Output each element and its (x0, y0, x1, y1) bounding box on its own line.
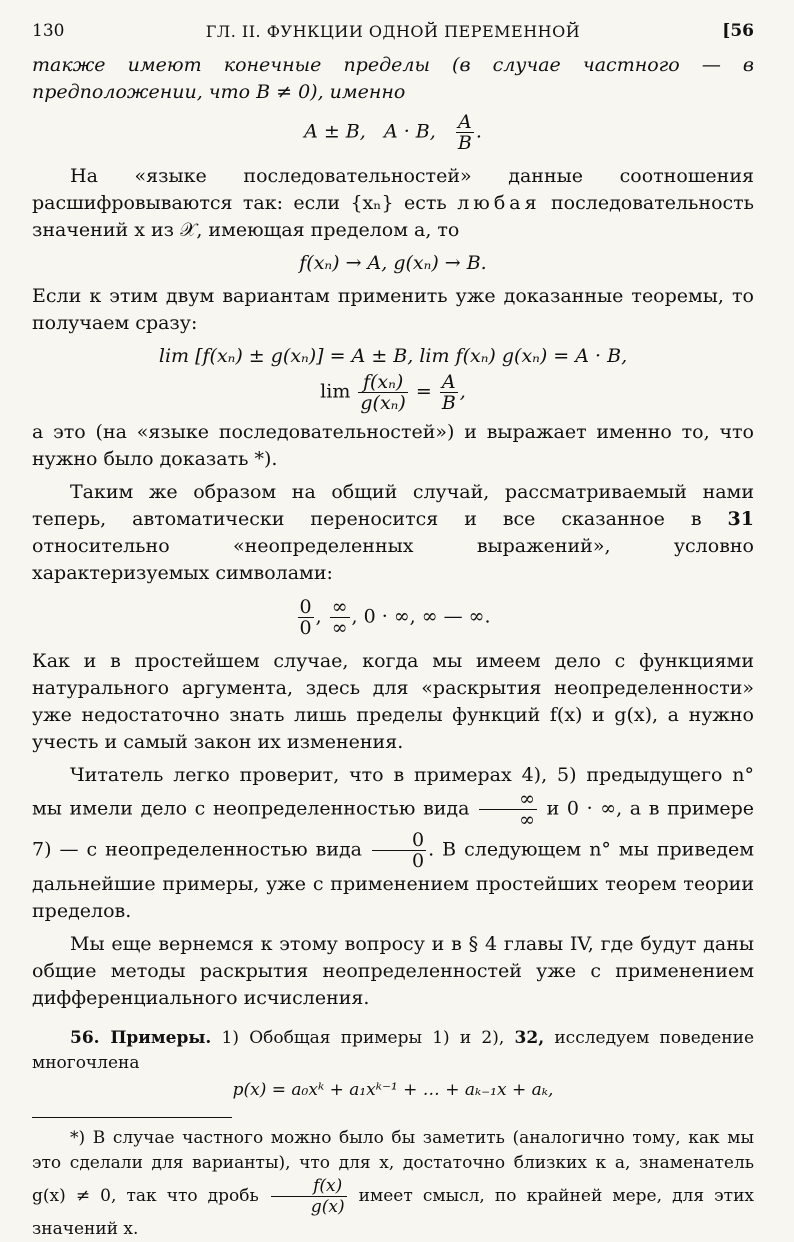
paragraph-4: а это (на «языке последовательностей») и выражает именно то, что нужно было доказать *). (32, 421, 754, 470)
formula-limits: f(xₙ) → A, g(xₙ) → B. (299, 252, 487, 274)
formula-ops: A ± B, A · B, $\frac{A}{B}$ . (304, 111, 482, 154)
paragraph-1: также имеют конечные пределы (в случае частного — в предположении, что B ≠ 0), именно (32, 54, 754, 103)
formula-lim-quotient: lim $\frac{\text{f(xₙ)}}{\text{g(xₙ)}}$ = $\frac{A}{B}$ , (320, 371, 466, 414)
spaced-word: любая (457, 192, 541, 214)
fraction-f-over-g: $\frac{\text{f(xₙ)}}{\text{g(xₙ)}}$ (360, 371, 406, 414)
formula-indeterminate-forms: $\frac{0}{0}$ , $\frac{\infty}{\infty}$ , 0 · ∞, ∞ — ∞. (299, 596, 491, 639)
formula-polynomial: p(x) = a₀xᵏ + a₁xᵏ⁻¹ + … + aₖ₋₁x + aₖ, (232, 1080, 554, 1100)
paragraph-3: Если к этим двум вариантам применить уже доказанные теоремы, то получаем сразу: (32, 285, 754, 334)
fraction-a-over-b-limit: $\frac{A}{B}$ (441, 371, 456, 414)
page-number: 130 (32, 21, 65, 41)
section-reference: 31 (727, 508, 754, 530)
paragraph-5: Таким же образом на общий случай, рассматриваемый нами теперь, автоматически переносится и все сказанное в 31 относительно «неопределенных выражений», условно характеризуемых символами: (32, 481, 754, 584)
paragraph-2: На «языке последовательностей» данные соотношения расшифровываются так: если {xₙ} есть любая последовательность значений x из 𝒳, имеющая пределом a, то (32, 165, 755, 241)
paragraph-9: 56. Примеры. 1) Обобщая примеры 1) и 2), 32, исследуем поведение многочлена (32, 1028, 755, 1073)
section-number: [56 (722, 21, 754, 41)
formula-sum: A ± B, (304, 120, 366, 143)
chapter-title: ГЛ. II. ФУНКЦИИ ОДНОЙ ПЕРЕМЕННОЙ (205, 22, 581, 41)
formula-lim-sum-product: lim [f(xₙ) ± g(xₙ)] = A ± B, lim f(xₙ) g(xₙ) = A · B, (158, 345, 628, 367)
footnote-divider (32, 1117, 232, 1118)
fraction-a-over-b: $\frac{A}{B}$ (457, 111, 472, 154)
page (32, 14, 754, 1242)
paragraph-8: Мы еще вернемся к этому вопросу и в § 4 главы IV, где будут даны общие методы раскрытия неопределенностей уже с применением дифференциального исчисления. (32, 933, 754, 1009)
formula-product: A · B, (383, 120, 436, 143)
running-header (32, 14, 754, 46)
paragraph-6: Как и в простейшем случае, когда мы имеем дело с функциями натурального аргумента, здесь для «раскрытия неопределенности» уже недостаточно знать лишь пределы функций f(x) и g(x), а нужно учесть и самый закон их изменения. (32, 650, 754, 753)
paragraph-7: Читатель легко проверит, что в примерах 4), 5) предыдущего n° мы имели дело с неопределенностью вида $\frac{\infty}{\infty}$ и 0 · ∞, а в примере 7) — с неопределенностью вида $\frac{0}{0}$ . В следующем n° мы приведем дальнейшие примеры, уже с применением простейших теорем теории пределов. (32, 764, 754, 922)
footnote: *) В случае частного можно было бы заметить (аналогично тому, как мы это сделали для варианты), что для x, достаточно близких к a, знаменатель g(x) ≠ 0, так что дробь $\frac{f(x)}{g(x)}$ имеет смысл, по крайней мере, для этих значений x. (32, 1128, 754, 1239)
examples-label: 56. Примеры. (70, 1028, 212, 1048)
